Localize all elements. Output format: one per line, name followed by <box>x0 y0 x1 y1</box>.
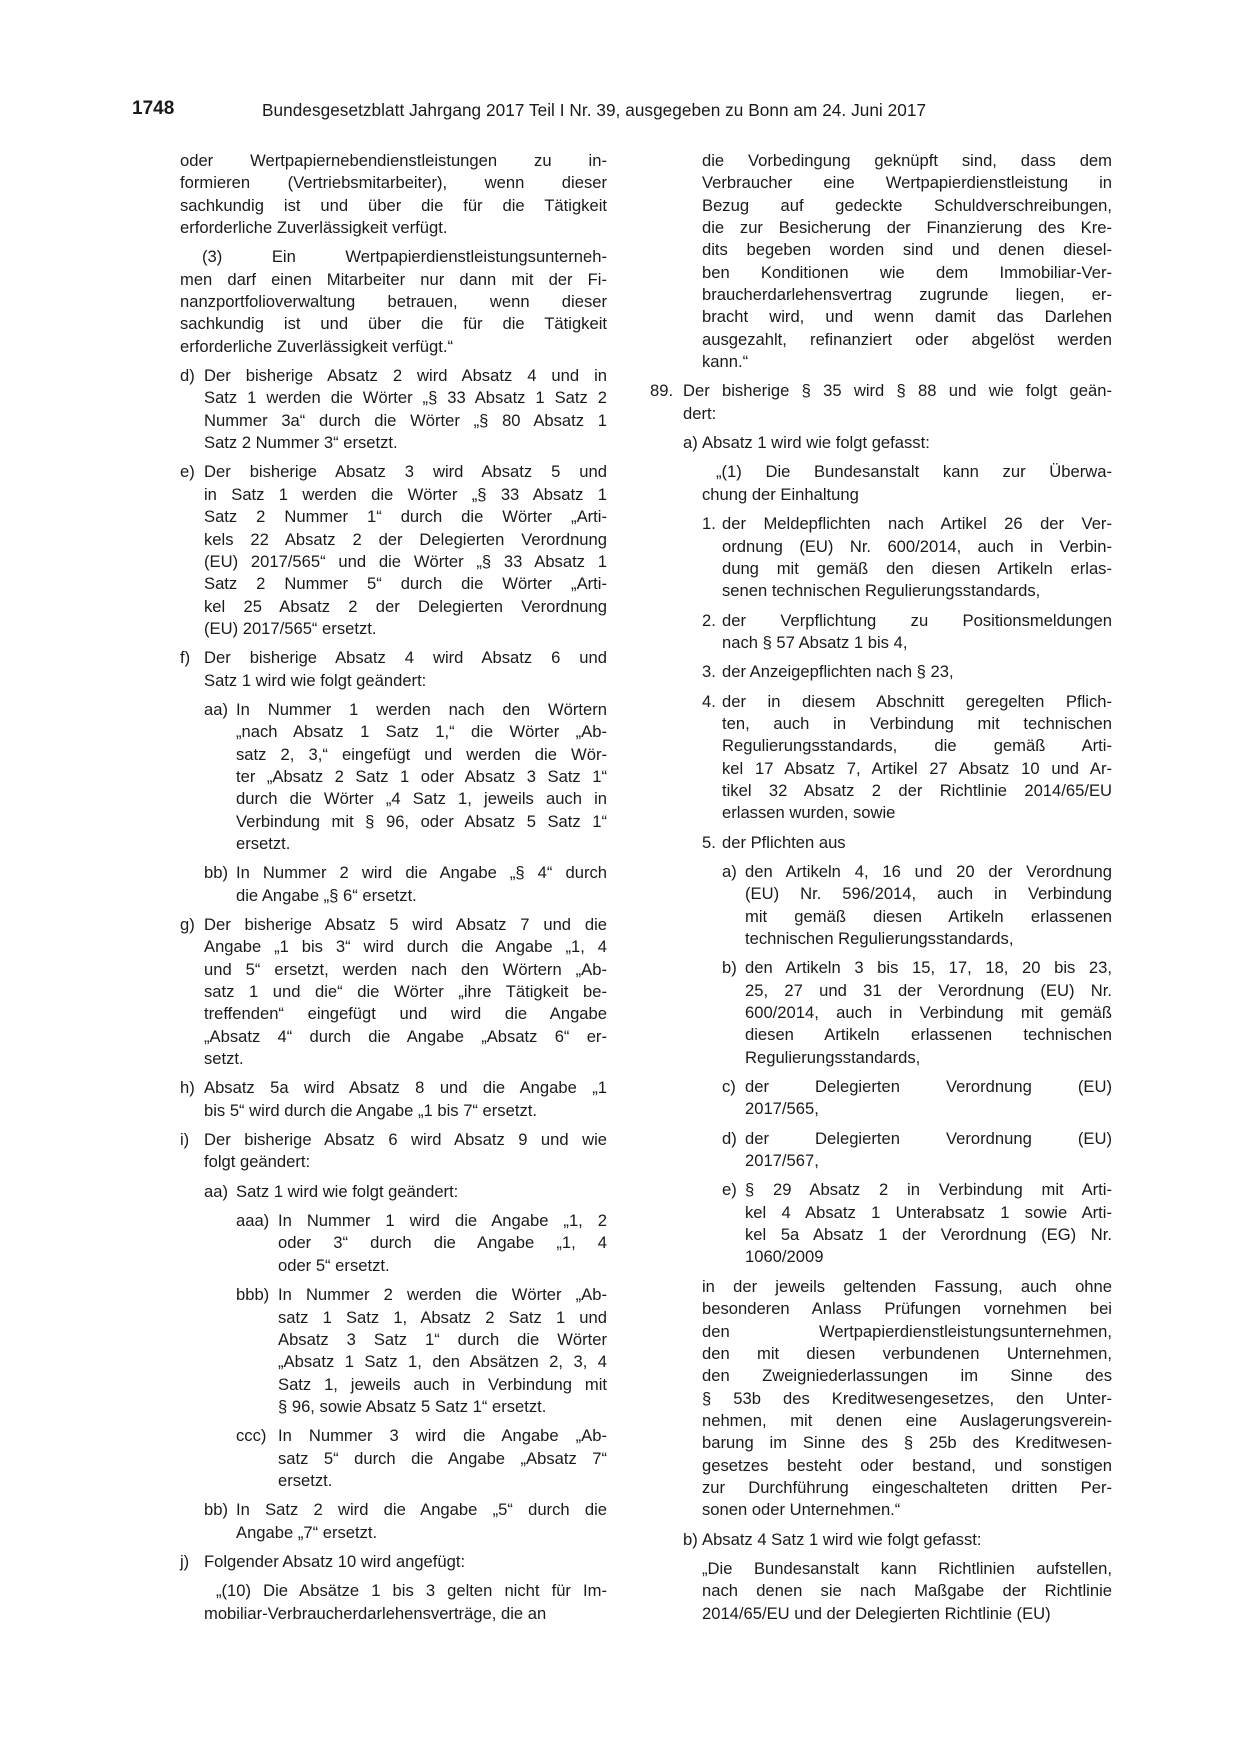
item-89-a-quote <box>702 461 1112 506</box>
text-line: Der bisherige Absatz 2 wird Absatz 4 und in <box>204 366 607 386</box>
text-line: den Artikeln 3 bis 15, 17, 18, 20 bis 23, <box>745 958 1112 978</box>
item-label: ccc) <box>236 1426 267 1446</box>
text-line: nach denen sie nach Maßgabe der Richtlinie <box>702 1581 1112 1601</box>
item-label: aa) <box>204 699 228 719</box>
item-text <box>278 1210 607 1277</box>
list-item-5-a <box>722 861 1112 950</box>
item-text <box>204 647 607 692</box>
text-line: Satz 2 Nummer 5“ durch die Wörter „Arti- <box>204 574 607 594</box>
text-line: den mit diesen verbundenen Unternehmen, <box>702 1343 1112 1363</box>
item-text <box>180 246 607 358</box>
text-line: der Meldepflichten nach Artikel 26 der Ver- <box>722 514 1112 534</box>
text-line: (EU) 2017/565“ und die Wörter „§ 33 Absatz 1 <box>204 551 607 571</box>
text-line: in Satz 1 werden die Wörter „§ 33 Absatz 1 <box>204 484 607 504</box>
item-text <box>702 1276 1112 1522</box>
item-text <box>745 1128 1112 1173</box>
list-item-5-d <box>722 1128 1112 1173</box>
item-e <box>180 461 607 640</box>
text-line: 1060/2009 <box>745 1247 824 1267</box>
text-line: bis 5“ wird durch die Angabe „1 bis 7“ ersetzt. <box>204 1100 537 1120</box>
item-text <box>236 862 607 907</box>
text-line: den Wertpapierdienstleistungsunternehmen, <box>702 1321 1112 1341</box>
text-line: erforderliche Zuverlässigkeit verfügt.“ <box>180 336 453 356</box>
text-line: nanzportfolioverwaltung betrauen, wenn dieser <box>180 292 607 312</box>
list-item-4 <box>702 691 1112 825</box>
item-text <box>236 1499 607 1544</box>
item-label: bb) <box>204 863 228 883</box>
text-line: kel 5a Absatz 1 der Verordnung (EG) Nr. <box>745 1225 1112 1245</box>
text-line: (EU) 2017/565“ ersetzt. <box>204 618 377 638</box>
item-label: a) <box>722 861 737 881</box>
text-line: den Artikeln 4, 16 und 20 der Verordnung <box>745 861 1112 881</box>
text-line: Der bisherige § 35 wird § 88 und wie folgt geän- <box>683 381 1112 401</box>
text-line: diesen Artikeln erlassenen technischen <box>745 1025 1112 1045</box>
text-line: tikel 32 Absatz 2 der Richtlinie 2014/65/EU <box>722 780 1112 800</box>
text-line: Nummer 3a“ durch die Wörter „§ 80 Absatz 1 <box>204 410 607 430</box>
text-line: braucherdarlehensvertrag zugrunde liegen, er- <box>702 285 1112 305</box>
item-g <box>180 914 607 1070</box>
text-line: ersetzt. <box>278 1470 333 1490</box>
text-line: formieren (Vertriebsmitarbeiter), wenn dieser <box>180 173 607 193</box>
item-text <box>236 699 607 855</box>
intro-paragraph <box>180 150 607 239</box>
text-line: § 29 Absatz 2 in Verbindung mit Arti- <box>745 1180 1112 1200</box>
item-d <box>180 365 607 454</box>
text-line: kel 25 Absatz 2 der Delegierten Verordnung <box>204 596 607 616</box>
text-line: „(10) Die Absätze 1 bis 3 gelten nicht für Im- <box>216 1581 607 1601</box>
item-label: 5. <box>702 832 716 852</box>
text-line: In Nummer 2 werden die Wörter „Ab- <box>278 1285 607 1305</box>
text-line: mobiliar-Verbraucherdarlehensverträge, die an <box>204 1603 547 1623</box>
item-text <box>683 380 1112 425</box>
item-i <box>180 1129 607 1174</box>
text-line: Satz 2 Nummer 1“ durch die Wörter „Arti- <box>204 507 607 527</box>
item-f-bb <box>204 862 607 907</box>
item-i-bbb <box>236 1284 607 1418</box>
text-line: In Nummer 1 werden nach den Wörtern <box>236 699 607 719</box>
list-item-5-b <box>722 957 1112 1069</box>
text-line: (3) Ein Wertpapierdienstleistungsunterneh- <box>202 247 607 267</box>
text-line: oder 5“ ersetzt. <box>278 1255 390 1275</box>
item-label: bbb) <box>236 1285 270 1305</box>
item-label: g) <box>180 915 195 934</box>
text-line: Der bisherige Absatz 5 wird Absatz 7 und die <box>204 915 607 934</box>
paragraph-3 <box>180 246 607 358</box>
text-line: Folgender Absatz 10 wird angefügt: <box>204 1551 466 1571</box>
item-text <box>204 461 607 640</box>
item-label: b) <box>683 1529 698 1549</box>
text-line: Absatz 4 Satz 1 wird wie folgt gefasst: <box>702 1529 982 1549</box>
text-line: der Pflichten aus <box>722 832 846 852</box>
text-line: men darf einen Mitarbeiter nur dann mit der Fi- <box>180 269 607 289</box>
list-item-5 <box>702 832 1112 854</box>
list-item-2 <box>702 610 1112 655</box>
list-item-5-e <box>722 1179 1112 1268</box>
text-line: In Nummer 3 wird die Angabe „Ab- <box>278 1426 607 1446</box>
text-line: satz 1 Satz 1, Absatz 2 Satz 1 und <box>278 1307 607 1327</box>
text-line: besonderen Anlass Prüfungen vornehmen bei <box>702 1299 1112 1319</box>
item-h <box>180 1077 607 1122</box>
text-line: „Die Bundesanstalt kann Richtlinien aufstellen, <box>702 1558 1112 1578</box>
item-f-aa <box>204 699 607 855</box>
item-text <box>204 914 607 1070</box>
item-text <box>702 150 1112 373</box>
item-j <box>180 1551 607 1573</box>
item-label: c) <box>722 1077 736 1097</box>
text-line: Satz 1 wird wie folgt geändert: <box>236 1181 459 1201</box>
text-line: satz 2, 3,“ eingefügt und werden die Wör- <box>236 744 607 764</box>
item-89-b-quote <box>702 1558 1112 1625</box>
text-line: treffenden“ eingefügt und wird die Angabe <box>204 1004 607 1024</box>
text-line: ben Konditionen wie dem Immobiliar-Ver- <box>702 262 1112 282</box>
text-line: sachkundig ist und über die für die Tätigkeit <box>180 314 607 334</box>
text-line: satz 1 und die“ die Wörter „ihre Tätigkeit be- <box>204 982 607 1002</box>
item-text <box>702 432 1112 454</box>
text-line: In Nummer 2 wird die Angabe „§ 4“ durch <box>236 863 607 883</box>
text-line: Satz 2 Nummer 3“ ersetzt. <box>204 433 398 453</box>
text-line: Verbraucher eine Wertpapierdienstleistung in <box>702 173 1112 193</box>
text-line: der Delegierten Verordnung (EU) <box>745 1077 1112 1097</box>
page-number: 1748 <box>132 98 175 119</box>
item-text <box>745 861 1112 950</box>
text-line: Regulierungsstandards, <box>745 1047 921 1067</box>
text-line: Absatz 5a wird Absatz 8 und die Angabe „1 <box>204 1078 607 1098</box>
text-line: setzt. <box>204 1049 244 1069</box>
item-text <box>204 1551 607 1573</box>
item-label: j) <box>180 1551 190 1571</box>
text-line: ersetzt. <box>236 833 291 853</box>
text-line: „(1) Die Bundesanstalt kann zur Überwa- <box>716 462 1112 482</box>
right-column <box>650 150 1112 1632</box>
text-line: barung im Sinne des § 25b des Kreditwesen- <box>702 1433 1112 1453</box>
text-line: Regulierungsstandards, die gemäß Arti- <box>722 736 1112 756</box>
text-line: erforderliche Zuverlässigkeit verfügt. <box>180 218 448 238</box>
text-line: senen technischen Regulierungsstandards, <box>722 581 1041 601</box>
item-text <box>722 661 1112 683</box>
text-line: Verbindung mit § 96, oder Absatz 5 Satz 1“ <box>236 811 607 831</box>
text-line: zur Durchführung eingeschalteten dritten Per- <box>702 1477 1112 1497</box>
item-text <box>204 1077 607 1122</box>
item-j-quote <box>204 1580 607 1625</box>
text-line: satz 5“ durch die Angabe „Absatz 7“ <box>278 1448 607 1468</box>
item-text <box>180 150 607 239</box>
text-line: in der jeweils geltenden Fassung, auch ohne <box>702 1276 1112 1296</box>
item-i-bb <box>204 1499 607 1544</box>
text-line: Angabe „7“ ersetzt. <box>236 1522 378 1542</box>
item-i-aaa <box>236 1210 607 1277</box>
text-line: Satz 1 werden die Wörter „§ 33 Absatz 1 Satz 2 <box>204 388 607 408</box>
list-item-5-c <box>722 1076 1112 1121</box>
item-text <box>745 957 1112 1069</box>
item-label: e) <box>180 462 195 482</box>
text-line: mit gemäß diesen Artikeln erlassenen <box>745 906 1112 926</box>
text-line: 2017/567, <box>745 1151 819 1171</box>
item-89 <box>650 380 1112 425</box>
item-text <box>278 1284 607 1418</box>
item-label: bb) <box>204 1500 228 1520</box>
text-line: und 5“ ersetzt, werden nach den Wörtern „Ab- <box>204 959 607 979</box>
text-line: die zur Besicherung der Finanzierung des Kre- <box>702 218 1112 238</box>
text-line: die Vorbedingung geknüpft sind, dass dem <box>702 151 1112 170</box>
item-89-a <box>683 432 1112 454</box>
item-text <box>745 1179 1112 1268</box>
text-line: Der bisherige Absatz 4 wird Absatz 6 und <box>204 648 607 668</box>
text-line: 2014/65/EU und der Delegierten Richtlinie (EU) <box>702 1603 1051 1623</box>
text-line: nehmen, mit denen eine Auslagerungsverein- <box>702 1410 1112 1430</box>
text-line: kann.“ <box>702 352 749 372</box>
item-text <box>204 1129 607 1174</box>
item-label: aaa) <box>236 1211 270 1231</box>
text-line: sonen oder Unternehmen.“ <box>702 1500 901 1520</box>
item-i-ccc <box>236 1425 607 1492</box>
item-f <box>180 647 607 692</box>
text-line: kel 17 Absatz 7, Artikel 27 Absatz 10 und Ar- <box>722 758 1112 778</box>
text-line: der in diesem Abschnitt geregelten Pflich- <box>722 691 1112 711</box>
item-label: e) <box>722 1180 737 1200</box>
item-label: 89. <box>650 381 674 401</box>
text-line: dung mit gemäß den diesen Artikeln erlas- <box>722 558 1112 578</box>
left-column <box>180 150 607 1632</box>
text-line: „Absatz 4“ durch die Angabe „Absatz 6“ er- <box>204 1026 607 1046</box>
item-label: b) <box>722 958 737 978</box>
text-line: Absatz 3 Satz 1“ durch die Wörter <box>278 1329 607 1349</box>
text-line: dits begeben worden sind und denen diesel- <box>702 240 1112 260</box>
text-line: 600/2014, auch in Verbindung mit gemäß <box>745 1003 1112 1023</box>
text-line: ordnung (EU) Nr. 600/2014, auch in Verbin- <box>722 536 1112 556</box>
text-line: Satz 1 wird wie folgt geändert: <box>204 670 427 690</box>
text-line: ter „Absatz 2 Satz 1 oder Absatz 3 Satz 1“ <box>236 766 607 786</box>
text-line: der Verpflichtung zu Positionsmeldungen <box>722 610 1112 630</box>
text-line: der Anzeigepflichten nach § 23, <box>722 662 954 682</box>
list-item-1 <box>702 513 1112 602</box>
text-line: § 96, sowie Absatz 5 Satz 1“ ersetzt. <box>278 1396 547 1416</box>
text-line: Bezug auf gedeckte Schuldverschreibungen, <box>702 195 1112 215</box>
item-label: a) <box>683 433 698 453</box>
item-89-b <box>683 1529 1112 1551</box>
item-label: h) <box>180 1078 195 1098</box>
text-line: der Delegierten Verordnung (EU) <box>745 1128 1112 1148</box>
item-text <box>702 461 1112 506</box>
text-line: nach § 57 Absatz 1 bis 4, <box>722 632 908 652</box>
item-text <box>702 1529 1112 1551</box>
text-line: dert: <box>683 403 717 423</box>
item-label: 1. <box>702 514 716 534</box>
text-line: In Nummer 1 wird die Angabe „1, 2 <box>278 1211 607 1231</box>
text-line: technischen Regulierungsstandards, <box>745 929 1014 948</box>
item-text <box>278 1425 607 1492</box>
item-label: f) <box>180 648 191 668</box>
text-line: oder Wertpapiernebendienstleistungen zu in- <box>180 151 607 170</box>
text-line: oder 3“ durch die Angabe „1, 4 <box>278 1233 607 1253</box>
text-line: bracht wird, und wenn damit das Darlehen <box>702 307 1112 327</box>
text-line: (EU) Nr. 596/2014, auch in Verbindung <box>745 884 1112 904</box>
text-line: 25, 27 und 31 der Verordnung (EU) Nr. <box>745 980 1112 1000</box>
item-label: 2. <box>702 610 716 630</box>
text-line: kel 4 Absatz 1 Unterabsatz 1 sowie Arti- <box>745 1202 1112 1222</box>
item-text <box>722 691 1112 825</box>
item-text <box>204 1580 607 1625</box>
text-line: Angabe „1 bis 3“ wird durch die Angabe „1, 4 <box>204 937 607 957</box>
item-text <box>722 610 1112 655</box>
closing-paragraph <box>702 1276 1112 1522</box>
item-text <box>204 365 607 454</box>
text-line: 2017/565, <box>745 1099 819 1119</box>
text-line: die Angabe „§ 6“ ersetzt. <box>236 885 417 905</box>
item-label: 3. <box>702 662 716 682</box>
item-label: i) <box>180 1130 190 1150</box>
item-text <box>745 1076 1112 1121</box>
text-line: Der bisherige Absatz 3 wird Absatz 5 und <box>204 462 607 482</box>
text-line: erlassen wurden, sowie <box>722 803 896 823</box>
text-line: gesetzes besteht oder bestand, und sonstigen <box>702 1455 1112 1475</box>
text-line: ten, auch in Verbindung mit technischen <box>722 713 1112 733</box>
text-line: Satz 1, jeweils auch in Verbindung mit <box>278 1374 607 1394</box>
text-line: den Zweigniederlassungen im Sinne des <box>702 1366 1112 1386</box>
text-line: ausgezahlt, refinanziert oder abgelöst werden <box>702 329 1112 349</box>
text-line: durch die Wörter „4 Satz 1, jeweils auch in <box>236 789 607 809</box>
text-line: § 53b des Kreditwesengesetzes, den Unter- <box>702 1388 1112 1408</box>
item-text <box>722 513 1112 602</box>
list-item-3 <box>702 661 1112 683</box>
text-line: Absatz 1 wird wie folgt gefasst: <box>702 433 930 453</box>
item-label: d) <box>180 366 195 386</box>
item-text <box>702 1558 1112 1625</box>
item-text <box>236 1181 607 1203</box>
continuation-paragraph <box>702 150 1112 373</box>
text-line: chung der Einhaltung <box>702 484 859 504</box>
text-line: sachkundig ist und über die für die Tätigkeit <box>180 195 607 215</box>
item-label: 4. <box>702 691 716 711</box>
running-head: Bundesgesetzblatt Jahrgang 2017 Teil I Nr. 39, ausgegeben zu Bonn am 24. Juni 2017 <box>262 100 927 120</box>
text-line: „Absatz 1 Satz 1, den Absätzen 2, 3, 4 <box>278 1352 607 1372</box>
item-i-aa <box>204 1181 607 1203</box>
text-line: folgt geändert: <box>204 1152 311 1172</box>
text-line: Der bisherige Absatz 6 wird Absatz 9 und wie <box>204 1130 607 1150</box>
item-label: aa) <box>204 1181 228 1201</box>
text-line: „nach Absatz 1 Satz 1,“ die Wörter „Ab- <box>236 722 607 742</box>
text-line: kels 22 Absatz 2 der Delegierten Verordnung <box>204 529 607 549</box>
item-text <box>722 832 1112 854</box>
text-line: In Satz 2 wird die Angabe „5“ durch die <box>236 1500 607 1520</box>
item-label: d) <box>722 1128 737 1148</box>
